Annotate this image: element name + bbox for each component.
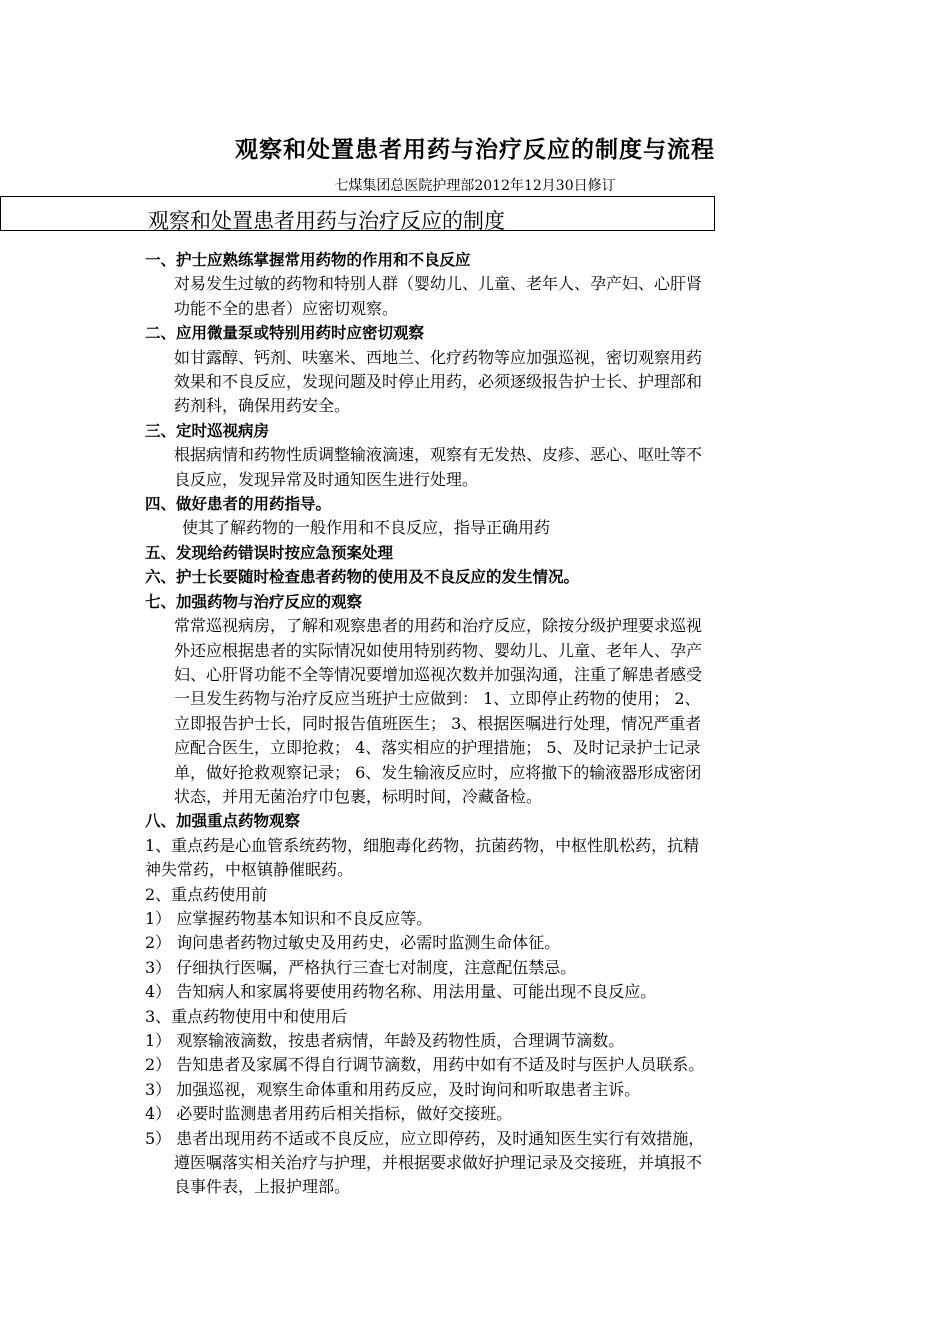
body-line: 如甘露醇、钙剂、呋塞米、西地兰、化疗药物等应加强巡视，密切观察用药	[174, 347, 703, 367]
body-line: 根据病情和药物性质调整输液滴速，观察有无发热、皮疹、恶心、呕吐等不	[174, 445, 703, 465]
body-line: 单，做好抢救观察记录； 6、发生输液反应时，应将撤下的输液器形成密闭	[174, 762, 702, 782]
body-line: 一旦发生药物与治疗反应当班护士应做到： 1、立即停止药物的使用； 2、	[174, 689, 701, 709]
clause-heading: 七、加强药物与治疗反应的观察	[145, 592, 363, 611]
body-line: 2、重点药使用前	[145, 884, 268, 904]
body-line: 良事件表，上报护理部。	[174, 1177, 351, 1197]
body-line: 对易发生过敏的药物和特别人群（婴幼儿、儿童、老年人、孕产妇、心肝肾	[174, 274, 703, 294]
body-line: 常常巡视病房，了解和观察患者的用药和治疗反应，除按分级护理要求巡视	[174, 616, 703, 636]
body-line: 妇、心肝肾功能不全等情况要增加巡视次数并加强沟通，注重了解患者感受	[174, 664, 703, 684]
body-line: 2） 询问患者药物过敏史及用药史，必需时监测生命体征。	[145, 933, 561, 953]
body-line: 1） 应掌握药物基本知识和不良反应等。	[145, 908, 433, 928]
body-line: 良反应，发现异常及时通知医生进行处理。	[174, 469, 479, 489]
body-line: 外还应根据患者的实际情况如使用特别药物、婴幼儿、儿童、老年人、孕产	[174, 640, 703, 660]
body-line: 神失常药，中枢镇静催眠药。	[145, 860, 354, 880]
body-line: 3、重点药物使用中和使用后	[145, 1006, 348, 1026]
body-line: 4） 必要时监测患者用药后相关指标，做好交接班。	[145, 1104, 513, 1124]
body-line: 3） 仔细执行医嘱，严格执行三查七对制度，注意配伍禁忌。	[145, 957, 577, 977]
clause-heading: 二、应用微量泵或特别用药时应密切观察	[145, 324, 425, 343]
body-line: 药剂科，确保用药安全。	[174, 396, 351, 416]
body-line: 2） 告知患者及家属不得自行调节滴数，用药中如有不适及时与医护人员联系。	[145, 1055, 705, 1075]
body-line: 3） 加强巡视，观察生命体重和用药反应，及时询问和听取患者主诉。	[145, 1079, 641, 1099]
body-line: 1） 观察输液滴数，按患者病情，年龄及药物性质，合理调节滴数。	[145, 1031, 625, 1050]
body-line: 立即报告护士长，同时报告值班医生； 3、根据医嘱进行处理，情况严重者	[174, 713, 702, 733]
body-line: 功能不全的患者）应密切观察。	[174, 298, 399, 318]
clause-heading: 三、定时巡视病房	[145, 421, 270, 440]
body-line: 使其了解药物的一般作用和不良反应，指导正确用药	[182, 518, 551, 538]
clause-heading: 五、发现给药错误时按应急预案处理	[145, 543, 394, 562]
document-title: 观察和处置患者用药与治疗反应的制度与流程	[235, 137, 715, 163]
body-line: 1、重点药是心血管系统药物，细胞毒化药物，抗菌药物，中枢性肌松药，抗精	[145, 835, 700, 855]
clause-heading: 四、做好患者的用药指导。	[145, 495, 332, 514]
body-line: 效果和不良反应，发现问题及时停止用药，必须逐级报告护士长、护理部和	[174, 372, 703, 392]
body-line: 4） 告知病人和家属将要使用药物名称、用法用量、可能出现不良反应。	[145, 982, 657, 1002]
document-body	[145, 248, 825, 1200]
body-line: 状态，并用无菌治疗巾包裹，标明时间，冷藏备检。	[174, 786, 543, 806]
revision-note: 七煤集团总医院护理部2012年12月30日修订	[334, 178, 616, 194]
section-title: 观察和处置患者用药与治疗反应的制度	[148, 209, 505, 233]
body-line: 5） 患者出现用药不适或不良反应，应立即停药，及时通知医生实行有效措施，	[145, 1128, 705, 1148]
clause-heading: 六、护士长要随时检查患者药物的使用及不良反应的发生情况。	[145, 568, 580, 587]
clause-heading: 一、护士应熟练掌握常用药物的作用和不良反应	[145, 251, 471, 269]
clause-heading: 八、加强重点药物观察	[145, 812, 301, 831]
body-line: 应配合医生，立即抢救； 4、落实相应的护理措施； 5、及时记录护士记录	[174, 738, 701, 758]
body-line: 遵医嘱落实相关治疗与护理，并根据要求做好护理记录及交接班，并填报不	[174, 1153, 703, 1173]
